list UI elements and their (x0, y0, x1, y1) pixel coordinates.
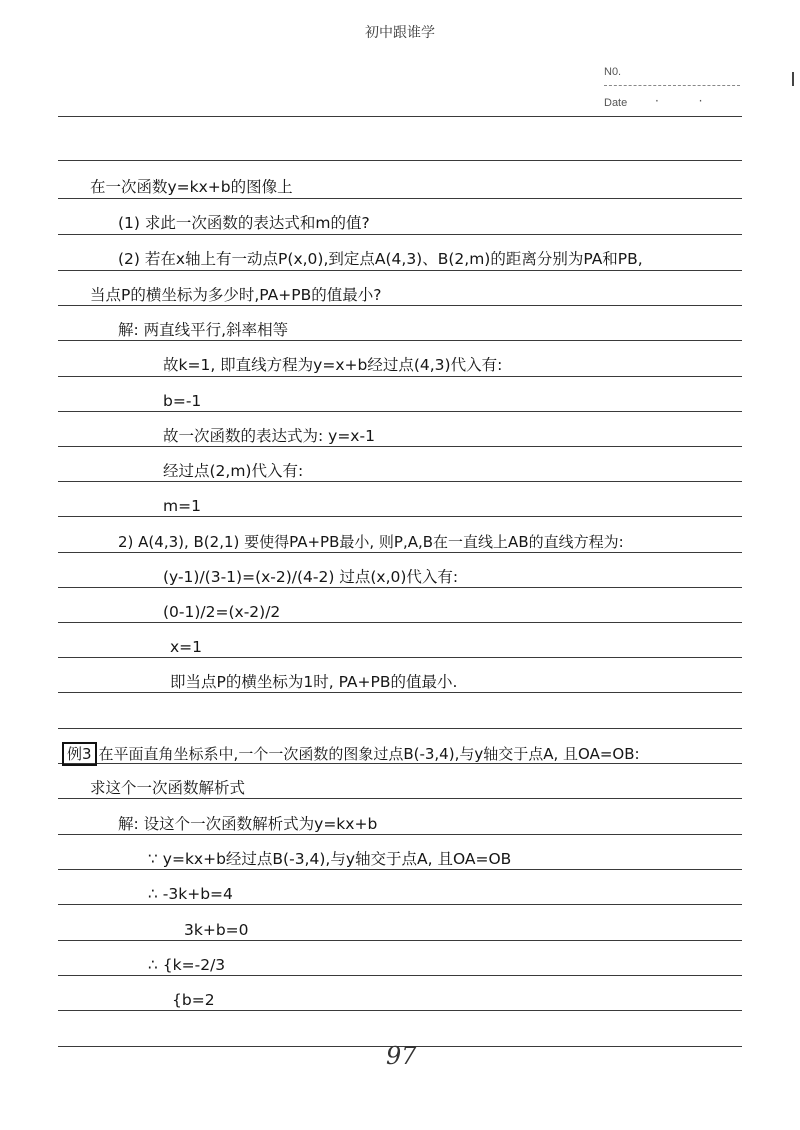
page-number: 97 (386, 1042, 417, 1070)
note-line: 在一次函数y=kx+b的图像上 (90, 178, 293, 196)
note-line: 经过点(2,m)代入有: (163, 462, 304, 480)
example-3-line (62, 742, 640, 766)
page-title: 初中跟谁学 (365, 25, 435, 41)
note-line: 当点P的横坐标为多少时,PA+PB的值最小? (90, 286, 382, 304)
note-line: (1) 求此一次函数的表达式和m的值? (118, 214, 370, 232)
note-line: b=-1 (163, 392, 202, 410)
ruled-line (58, 234, 742, 235)
note-line: (0-1)/2=(x-2)/2 (163, 603, 281, 621)
note-line: 故一次函数的表达式为: y=x-1 (163, 427, 375, 445)
date-dots: · · (655, 94, 721, 108)
no-label: N0. (604, 66, 622, 78)
ruled-line (58, 657, 742, 658)
note-line: 在平面直角坐标系中,一个一次函数的图象过点B(-3,4),与y轴交于点A, 且OA=OB: (98, 745, 640, 763)
no-dashed-line (604, 85, 740, 86)
ruled-line (58, 198, 742, 199)
note-line: 解: 两直线平行,斜率相等 (118, 321, 289, 339)
note-line: 即当点P的横坐标为1时, PA+PB的值最小. (170, 673, 458, 691)
date-label: Date (604, 97, 628, 109)
example-label: 例3 (62, 742, 97, 766)
ruled-line (58, 446, 742, 447)
note-line: (2) 若在x轴上有一动点P(x,0),到定点A(4,3)、B(2,m)的距离分别为PA和PB, (118, 250, 643, 268)
note-line: x=1 (170, 638, 203, 656)
ruled-line (58, 728, 742, 729)
ruled-line (58, 376, 742, 377)
ruled-line (58, 481, 742, 482)
ruled-line (58, 1010, 742, 1011)
note-line: 解: 设这个一次函数解析式为y=kx+b (118, 815, 378, 833)
ruled-line (58, 622, 742, 623)
note-line: 求这个一次函数解析式 (90, 779, 246, 797)
note-line: 2) A(4,3), B(2,1) 要使得PA+PB最小, 则P,A,B在一直线上AB的直线方程为: (118, 533, 624, 551)
ruled-line (58, 270, 742, 271)
note-line: 3k+b=0 (184, 921, 249, 939)
note-line: m=1 (163, 497, 201, 515)
note-line: ∴ {k=-2/3 (148, 956, 226, 974)
ruled-line (58, 160, 742, 161)
ruled-line (58, 940, 742, 941)
note-line: ∵ y=kx+b经过点B(-3,4),与y轴交于点A, 且OA=OB (148, 850, 512, 868)
ruled-line (58, 516, 742, 517)
note-line: 故k=1, 即直线方程为y=x+b经过点(4,3)代入有: (163, 356, 503, 374)
note-line: {b=2 (172, 991, 215, 1009)
ruled-line (58, 116, 742, 117)
edge-mark (792, 72, 794, 86)
ruled-line (58, 411, 742, 412)
note-line: ∴ -3k+b=4 (148, 885, 233, 903)
note-line: (y-1)/(3-1)=(x-2)/(4-2) 过点(x,0)代入有: (163, 568, 459, 586)
